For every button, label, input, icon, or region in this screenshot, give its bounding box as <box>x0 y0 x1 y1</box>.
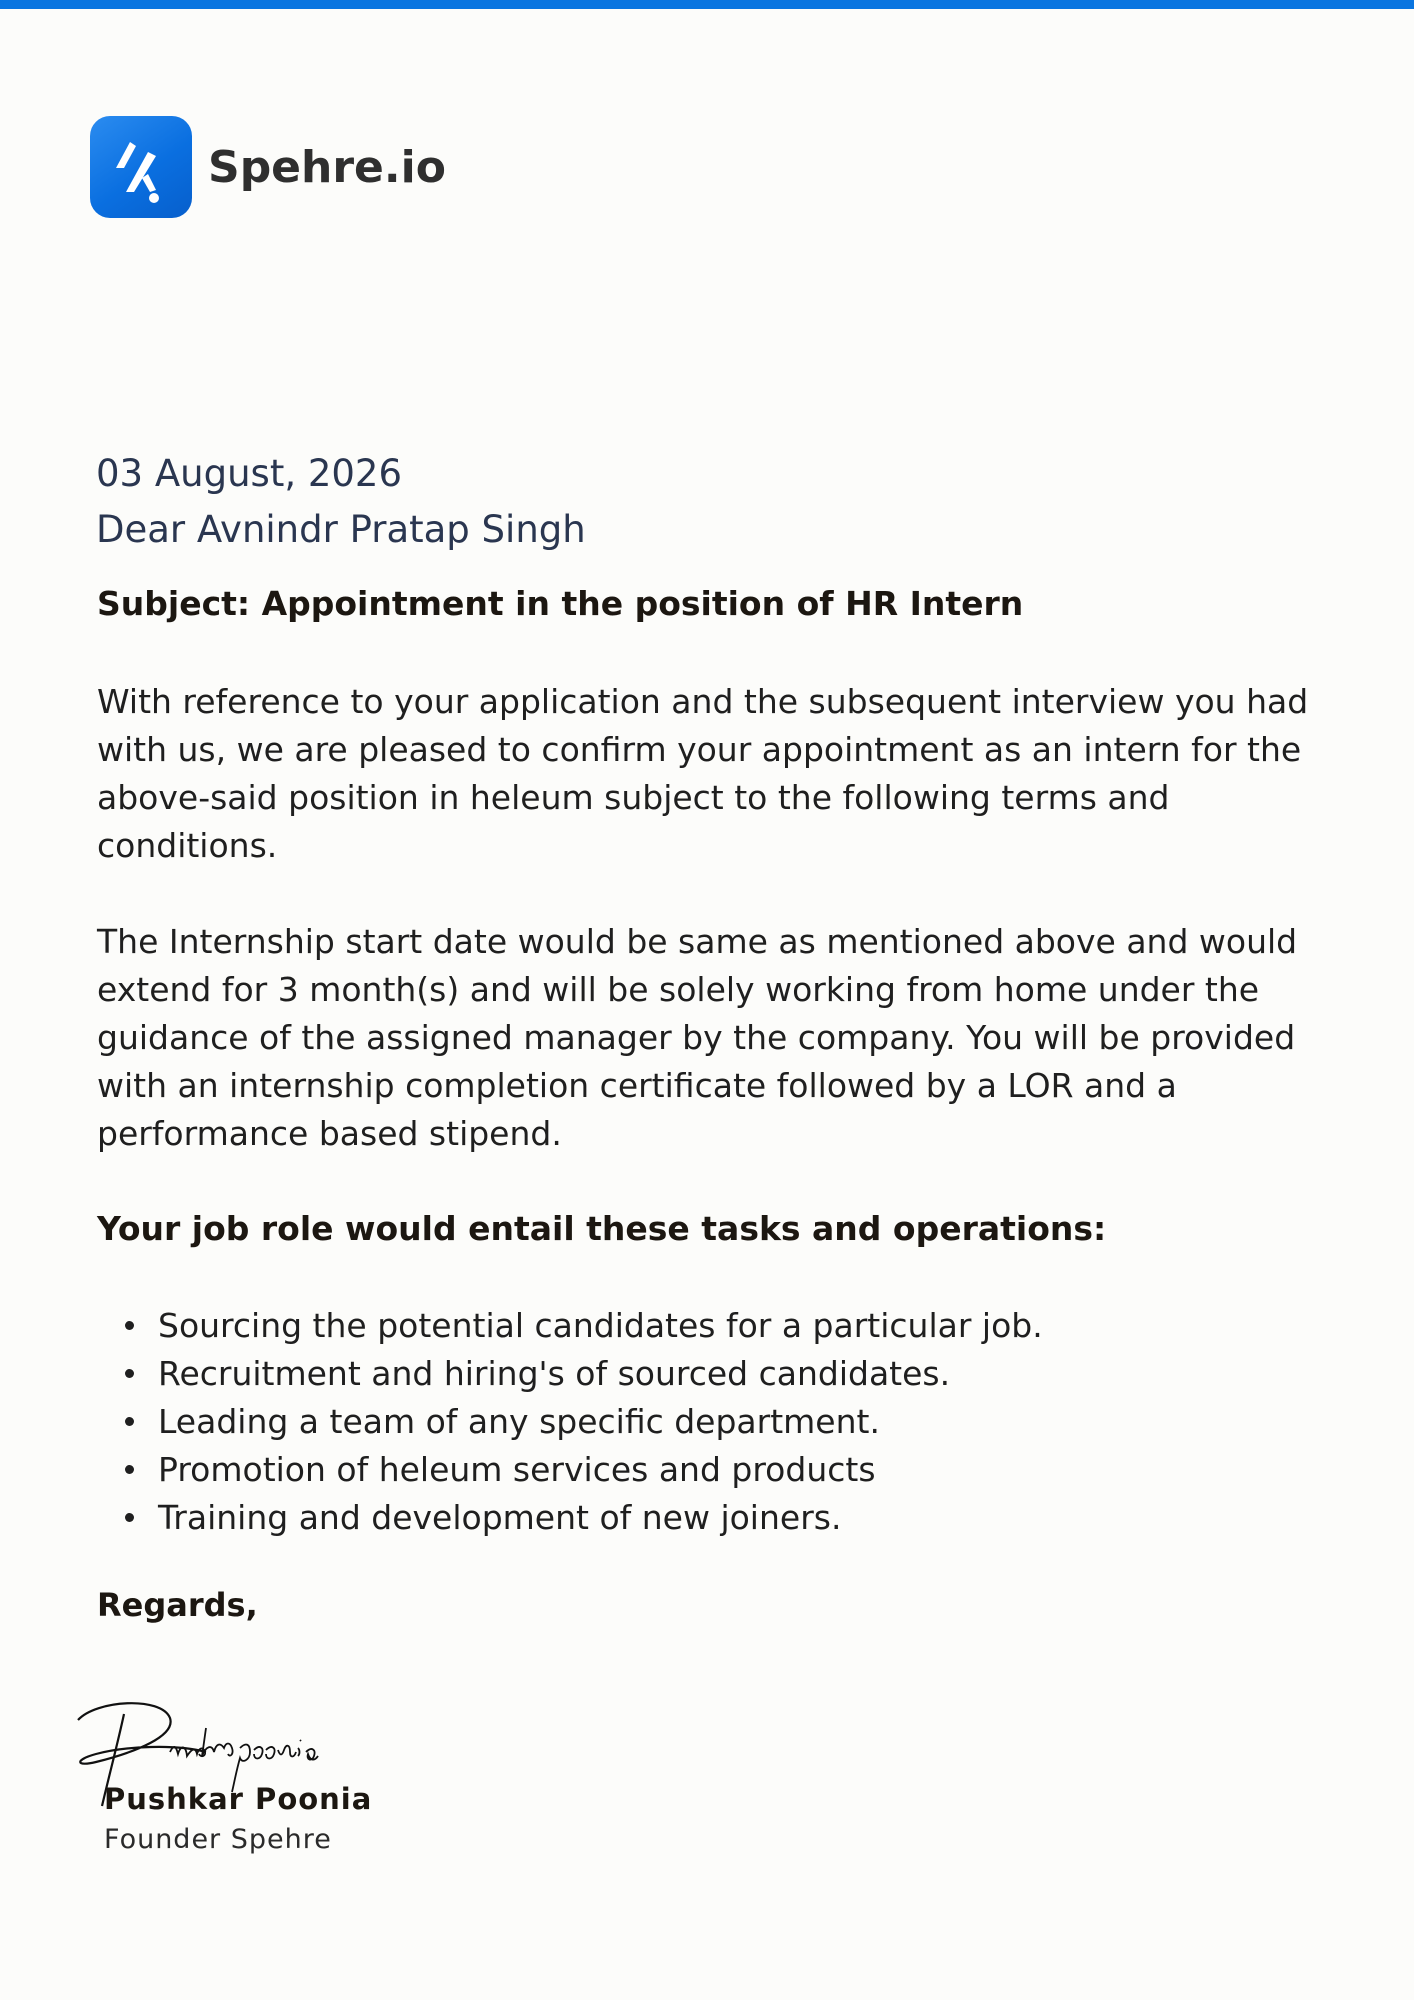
body-paragraph: The Internship start date would be same as mentioned above and would extend for 3 month(s) and will be solely working from home under the guidance of the assigned manager by the company. You will be provided with an internship completion certificate followed by a LOR and a performance based stipend. <box>97 922 1298 1153</box>
bullet-icon <box>125 1417 134 1426</box>
bullet-icon <box>125 1513 134 1522</box>
top-accent-bar <box>0 0 1414 9</box>
list-item <box>97 1302 1043 1350</box>
letter-closing: Regards, <box>97 1586 258 1624</box>
signer-title: Founder Spehre <box>104 1824 332 1855</box>
bullet-icon <box>125 1321 134 1330</box>
bullet-icon <box>125 1369 134 1378</box>
task-list <box>97 1302 1043 1542</box>
list-item <box>97 1398 1043 1446</box>
letter-date: 03 August, 2026 <box>96 452 403 495</box>
task-text: Training and development of new joiners. <box>158 1498 842 1537</box>
task-text: Promotion of heleum services and products <box>158 1450 876 1489</box>
spehre-logo-icon <box>90 116 192 218</box>
task-text: Recruitment and hiring's of sourced candidates. <box>158 1354 951 1393</box>
task-text: Sourcing the potential candidates for a particular job. <box>158 1306 1043 1345</box>
signer-name: Pushkar Poonia <box>104 1782 373 1816</box>
list-item <box>97 1350 1043 1398</box>
company-name: Spehre.io <box>208 141 446 193</box>
list-item <box>97 1446 1043 1494</box>
tasks-heading: Your job role would entail these tasks and operations: <box>97 1209 1107 1248</box>
bullet-icon <box>125 1465 134 1474</box>
task-text: Leading a team of any specific department. <box>158 1402 880 1441</box>
letter-greeting: Dear Avnindr Pratap Singh <box>96 508 586 551</box>
letter-subject: Subject: Appointment in the position of HR Intern <box>97 584 1024 623</box>
company-logo <box>90 116 446 218</box>
body-paragraph: With reference to your application and the subsequent interview you had with us, we are pleased to confirm your appointment as an intern for the above-said position in heleum subject to the following terms and conditions. <box>97 682 1309 865</box>
list-item <box>97 1494 1043 1542</box>
